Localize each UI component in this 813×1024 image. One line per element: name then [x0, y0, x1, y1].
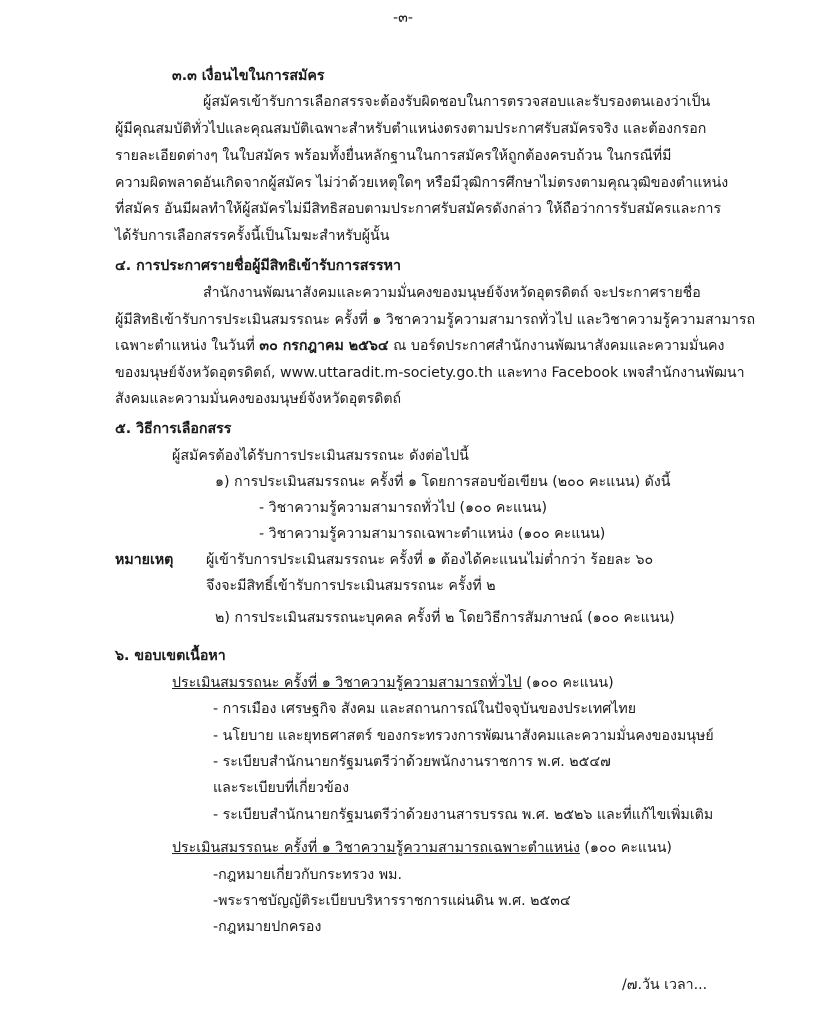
note-text: ผู้เข้ารับการประเมินสมรรถนะ ครั้งที่ ๑ ต้องได้คะแนนไม่ต่ำกว่า ร้อยละ ๖๐	[206, 552, 654, 568]
section-5-heading: ๕. วิธีการเลือกสรร	[115, 421, 232, 437]
content-item: -กฎหมายเกี่ยวกับกระทรวง พม.	[213, 867, 402, 883]
note-label: หมายเหตุ	[115, 552, 174, 568]
section-3-3-heading: ๓.๓ เงื่อนไขในการสมัคร	[172, 68, 325, 84]
method-item-2: ๒) การประเมินสมรรถนะบุคคล ครั้งที่ ๒ โดยวิธีการสัมภาษณ์ (๑๐๐ คะแนน)	[215, 610, 675, 626]
content-item: -พระราชบัญญัติระเบียบบริหารราชการแผ่นดิน พ.ศ. ๒๕๓๔	[213, 893, 571, 909]
announcement-date: ๓๐ กรกฎาคม ๒๕๖๔	[259, 338, 389, 354]
line-text: เฉพาะตำแหน่ง ในวันที่	[115, 338, 260, 354]
subject-score: (๑๐๐ คะแนน)	[579, 840, 672, 856]
method-sub-item: - วิชาความรู้ความสามารถทั่วไป (๑๐๐ คะแนน)	[259, 500, 548, 516]
paragraph-line: ความผิดพลาดอันเกิดจากผู้สมัคร ไม่ว่าด้วยเหตุใดๆ หรือมีวุฒิการศึกษาไม่ตรงตามคุณวุฒิของตำแหน่ง	[115, 175, 729, 191]
subject-title: ประเมินสมรรถนะ ครั้งที่ ๑ วิชาความรู้ความสามารถทั่วไป	[172, 675, 522, 691]
paragraph-line: สังคมและความมั่นคงของมนุษย์จังหวัดอุตรดิตถ์	[115, 391, 402, 407]
paragraph-line: ผู้สมัครเข้ารับการเลือกสรรจะต้องรับผิดชอบในการตรวจสอบและรับรองตนเองว่าเป็น	[203, 94, 711, 110]
content-item: - ระเบียบสำนักนายกรัฐมนตรีว่าด้วยพนักงานราชการ พ.ศ. ๒๕๔๗	[213, 754, 611, 770]
paragraph-line	[115, 336, 724, 356]
continuation-footer: /๗.วัน เวลา...	[622, 977, 708, 993]
method-item-1: ๑) การประเมินสมรรถนะ ครั้งที่ ๑ โดยการสอบข้อเขียน (๒๐๐ คะแนน) ดังนี้	[215, 474, 671, 490]
content-item: - การเมือง เศรษฐกิจ สังคม และสถานการณ์ในปัจจุบันของประเทศไทย	[213, 701, 637, 717]
subject-score: (๑๐๐ คะแนน)	[521, 675, 614, 691]
content-item: และระเบียบที่เกี่ยวข้อง	[213, 780, 350, 796]
section-4-heading: ๔. การประกาศรายชื่อผู้มีสิทธิเข้ารับการสรรหา	[115, 258, 401, 274]
section-6-heading: ๖. ขอบเขตเนื้อหา	[115, 648, 226, 664]
content-item: - ระเบียบสำนักนายกรัฐมนตรีว่าด้วยงานสารบรรณ พ.ศ. ๒๕๒๖ และที่แก้ไขเพิ่มเติม	[213, 807, 714, 823]
paragraph-line: ได้รับการเลือกสรรครั้งนี้เป็นโมฆะสำหรับผู้นั้น	[115, 228, 390, 244]
section-5-intro: ผู้สมัครต้องได้รับการประเมินสมรรถนะ ดังต่อไปนี้	[172, 448, 469, 464]
general-subject-title	[172, 673, 614, 693]
paragraph-line: รายละเอียดต่างๆ ในใบสมัคร พร้อมทั้งยื่นหลักฐานในการสมัครให้ถูกต้องครบถ้วน ในกรณีที่มี	[115, 148, 672, 164]
method-sub-item: - วิชาความรู้ความสามารถเฉพาะตำแหน่ง (๑๐๐ คะแนน)	[259, 526, 606, 542]
content-item: -กฎหมายปกครอง	[213, 919, 322, 935]
content-item: - นโยบาย และยุทธศาสตร์ ของกระทรวงการพัฒนาสังคมและความมั่นคงของมนุษย์	[213, 728, 714, 744]
paragraph-line: ผู้มีสิทธิเข้ารับการประเมินสมรรถนะ ครั้งที่ ๑ วิชาความรู้ความสามารถทั่วไป และวิชาความรู้ความสามารถ	[115, 312, 756, 328]
page-number: -๓-	[393, 10, 413, 26]
subject-title: ประเมินสมรรถนะ ครั้งที่ ๑ วิชาความรู้ความสามารถเฉพาะตำแหน่ง	[172, 840, 580, 856]
paragraph-line: ที่สมัคร อันมีผลทำให้ผู้สมัครไม่มีสิทธิสอบตามประกาศรับสมัครดังกล่าว ให้ถือว่าการรับสมัครและการ	[115, 201, 722, 217]
paragraph-line: ของมนุษย์จังหวัดอุตรดิตถ์, www.uttaradit.m-society.go.th และทาง Facebook เพจสำนักงานพัฒนา	[115, 365, 745, 381]
paragraph-line: ผู้มีคุณสมบัติทั่วไปและคุณสมบัติเฉพาะสำหรับตำแหน่งตรงตามประกาศรับสมัครจริง และต้องกรอก	[115, 121, 707, 137]
note-text: จึงจะมีสิทธิ์เข้ารับการประเมินสมรรถนะ ครั้งที่ ๒	[206, 578, 496, 594]
specific-subject-title	[172, 838, 672, 858]
line-text: ณ บอร์ดประกาศสำนักงานพัฒนาสังคมและความมั่นคง	[388, 338, 725, 354]
paragraph-line: สำนักงานพัฒนาสังคมและความมั่นคงของมนุษย์จังหวัดอุตรดิตถ์ จะประกาศรายชื่อ	[203, 285, 701, 301]
